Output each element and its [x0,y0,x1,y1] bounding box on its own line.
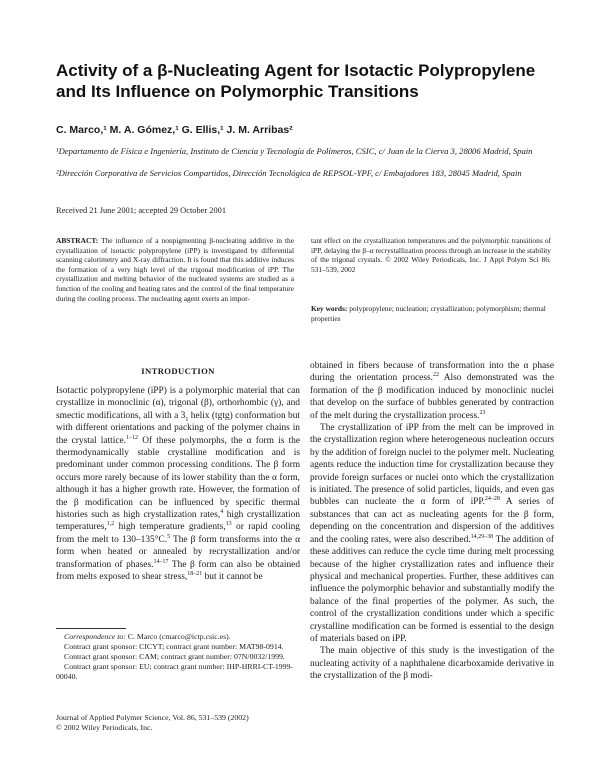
footnotes [56,632,300,682]
paragraph: The main objective of this study is the investigation of the nucleating activity of a naphthalene dicarboxamide derivative in the crystallization of the β modi- [310,646,554,682]
affiliation-1: ¹Departamento de Física e Ingeniería, Instituto de Ciencia y Tecnología de Polímeros, CSIC, c/ Juan de la Cierva 3, 28006 Madrid, Spain [56,146,533,156]
abstract-text-right: tant effect on the crystallization temperatures and the polymorphic transitions of iPP, delaying the β–α recrystallization process through an increase in the stability of the trigonal crystals. © 2002 Wiley Periodicals, Inc. J Appl Polym Sci 86: 531–539, 2002 [311,236,551,274]
abstract-block [56,236,551,326]
abstract-left-column [56,236,294,303]
abstract-right-column [311,236,551,274]
section-heading-introduction: INTRODUCTION [141,366,215,376]
paragraph: The crystallization of iPP from the melt can be improved in the crystallization region where heterogeneous nucleation occurs by the addition of foreign nuclei to the polymer melt. Nucleating agents reduce the induction time for crystallization because they provide foreign surfaces or nuclei onto which the crystallization is initiated. The presence of solid particles, liquids, and even gas bubbles can nucleate the α form of iPP.$^{24-28}$ A series of substances that can act as nucleating agents for the β form, depending on the concentration and dispersion of the additives and the cooling rates, were also described.$^{14,29-38}$ The addition of these additives can reduce the cycle time during melt processing because of the higher crystallization rates and influence their physical and mechanical properties. Further, these additives can influence the polymorphic behavior and substantially modify the balance of the final properties of the polymer. As such, the control of the crystallization conditions under which a specific crystalline modification can be formed is essential to the design of materials based on iPP. [310,423,555,644]
keywords-line [311,304,551,323]
right-column-body [310,360,554,683]
paragraph: obtained in fibers because of transformation into the α phase during the orientation process.$^{22}$ Also demonstrated was the formation of the β modification induced by monoclinic nuclei that develop on the surface of bubbles generated by contraction of the melt during the crystallization process.$^{23}$ [310,361,554,421]
left-column-body [56,385,300,584]
received-dates: Received 21 June 2001; accepted 29 October 2001 [56,206,227,215]
article-title: Activity of a β-Nucleating Agent for Isotactic Polypropylene and Its Influence on Polymorphic Transitions [56,61,536,101]
abstract-text-left: The influence of a nonpigmenting β-nucleating additive in the crystallization of isotactic polypropylene (iPP) is investigated by differential scanning calorimetry and X-ray diffraction. It is found that this additive induces the formation of a very high level of the trigonal modification of iPP. The crystallization and melting behavior of the nucleated systems are studied as a function of the cooling and heating rates and the control of the final temperature during the cooling process. The nucleating agent exerts an impor- [56,236,294,303]
copyright-line: © 2002 Wiley Periodicals, Inc. [56,723,153,732]
keywords-label: Key words: [311,304,348,313]
abstract-label: ABSTRACT: [56,236,99,245]
footnote-divider [56,628,126,629]
footnote-correspondence: Correspondence to: C. Marco (cmarco@ictp.csic.es). [64,632,231,641]
footnote-grant: Contract grant sponsor: CAM; contract grant number: 07N/0032/1999. [64,652,285,661]
author-list: C. Marco,¹ M. A. Gómez,¹ G. Ellis,¹ J. M. Arribas² [56,124,293,136]
paragraph: Isotactic polypropylene (iPP) is a polymorphic material that can crystallize in monoclinic (α), trigonal (β), orthorhombic (γ), and smectic modifications, all with a $3_1$ helix (tgtg) conformation but with different orientations and packing of the polymer chains in the crystal lattice.$^{1-12}$ Of these polymorphs, the α form is the thermodynamically stable crystalline modification and is predominant under common processing conditions. The β form occurs more rarely because of its lower stability than the α form, although it has a higher growth rate. However, the formation of the β modification can be influenced by specific thermal histories such as high crystallization rates,$^4$ high crystallization temperatures,$^{1,2}$ high temperature gradients,$^{13}$ or rapid cooling from the melt to 130–135°C.$^5$ The β form transforms into the α form when heated or annealed by recrystallization and/or transformation of phases.$^{14-17}$ The β form can also be obtained from melts exposed to shear stress,$^{18-21}$ but it cannot be [56,386,301,583]
affiliation-2: ²Dirección Corporativa de Servicios Compartidos, Dirección Tecnológica de REPSOL-YPF, c/ Embajadores 183, 28045 Madrid, Spain [56,168,522,178]
keywords-text: polypropylene; nucleation; crystallization; polymorphism; thermal properties [311,304,546,323]
footnote-grant: Contract grant sponsor: EU; contract grant number: IHP-HRRI-CT-1999-00040. [56,662,294,681]
journal-line: Journal of Applied Polymer Science, Vol. 86, 531–539 (2002) [56,713,249,722]
journal-citation [56,713,306,733]
footnote-grant: Contract grant sponsor: CICYT; contract grant number: MAT98-0914. [64,642,284,651]
